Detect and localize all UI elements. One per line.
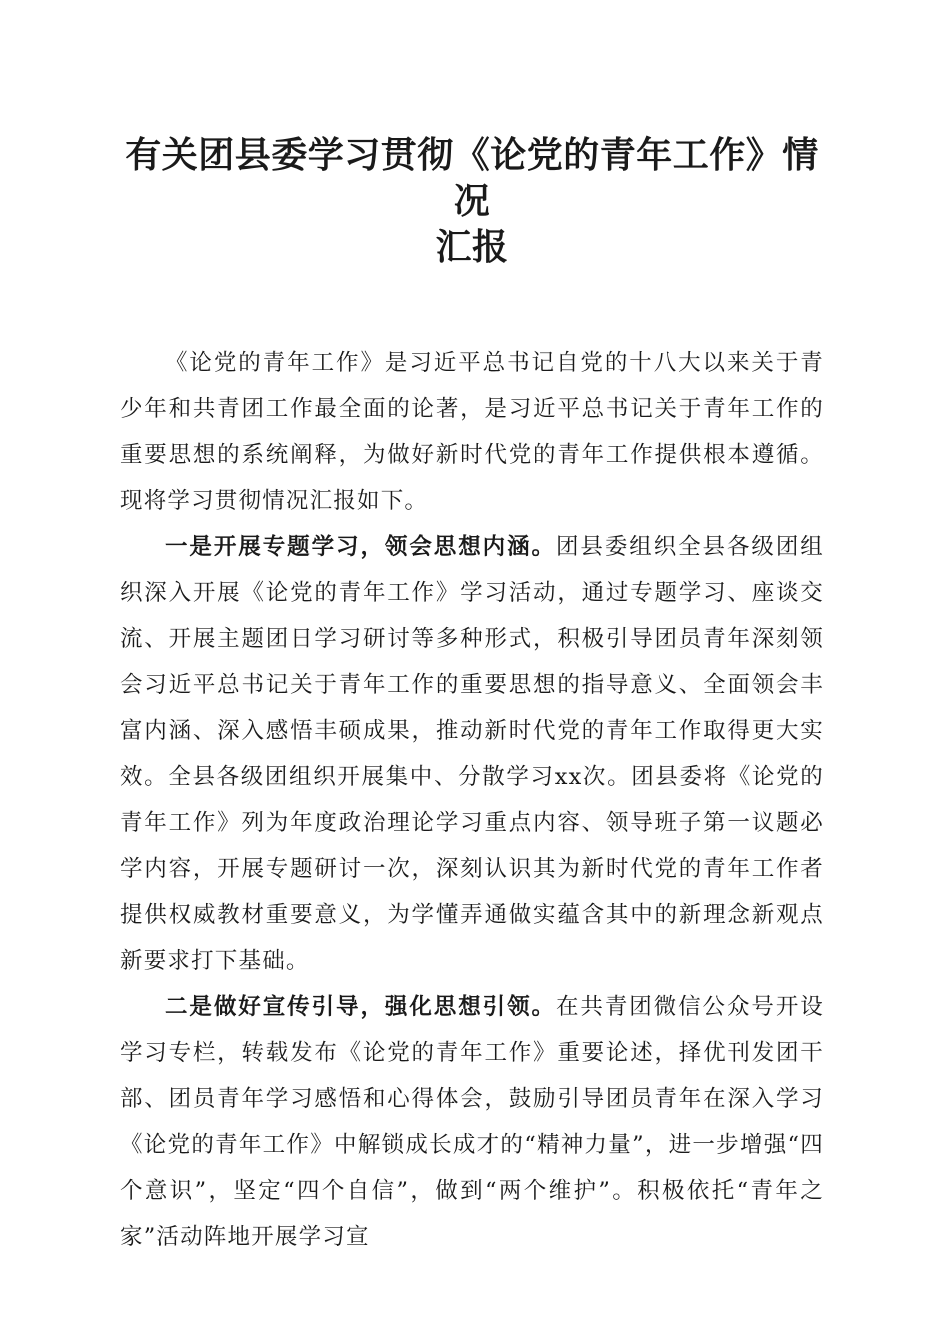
intro-paragraph: 《论党的青年工作》是习近平总书记自党的十八大以来关于青少年和共青团工作最全面的论著，是习近平总书记关于青年工作的重要思想的系统阐释，为做好新时代党的青年工作提供根本遵循。现将学习贯彻情况汇报如下。 [120, 350, 824, 514]
section-2-paragraph [120, 984, 824, 1260]
section-1-lead: 一是开展专题学习，领会思想内涵。 [165, 534, 556, 560]
document-title [120, 132, 824, 270]
title-line-2: 汇报 [435, 226, 509, 268]
section-1-paragraph [120, 524, 824, 984]
section-2-body: 在共青团微信公众号开设学习专栏，转载发布《论党的青年工作》重要论述，择优刊发团干部、团员青年学习感悟和心得体会，鼓励引导团员青年在深入学习《论党的青年工作》中解锁成长成才的“精神力量”，进一步增强“四个意识”，坚定“四个自信”，做到“两个维护”。积极依托“青年之家”活动阵地开展学习宣 [120, 994, 824, 1250]
section-1-body: 团县委组织全县各级团组织深入开展《论党的青年工作》学习活动，通过专题学习、座谈交流、开展主题团日学习研讨等多种形式，积极引导团员青年深刻领会习近平总书记关于青年工作的重要思想的指导意义、全面领会丰富内涵、深入感悟丰硕成果，推动新时代党的青年工作取得更大实效。全县各级团组织开展集中、分散学习xx次。团县委将《论党的青年工作》列为年度政治理论学习重点内容、领导班子第一议题必学内容，开展专题研讨一次，深刻认识其为新时代党的青年工作者提供权威教材重要意义，为学懂弄通做实蕴含其中的新理念新观点新要求打下基础。 [120, 534, 824, 974]
section-2-lead: 二是做好宣传引导，强化思想引领。 [165, 994, 556, 1020]
title-line-1: 有关团县委学习贯彻《论党的青年工作》情况 [125, 134, 819, 222]
